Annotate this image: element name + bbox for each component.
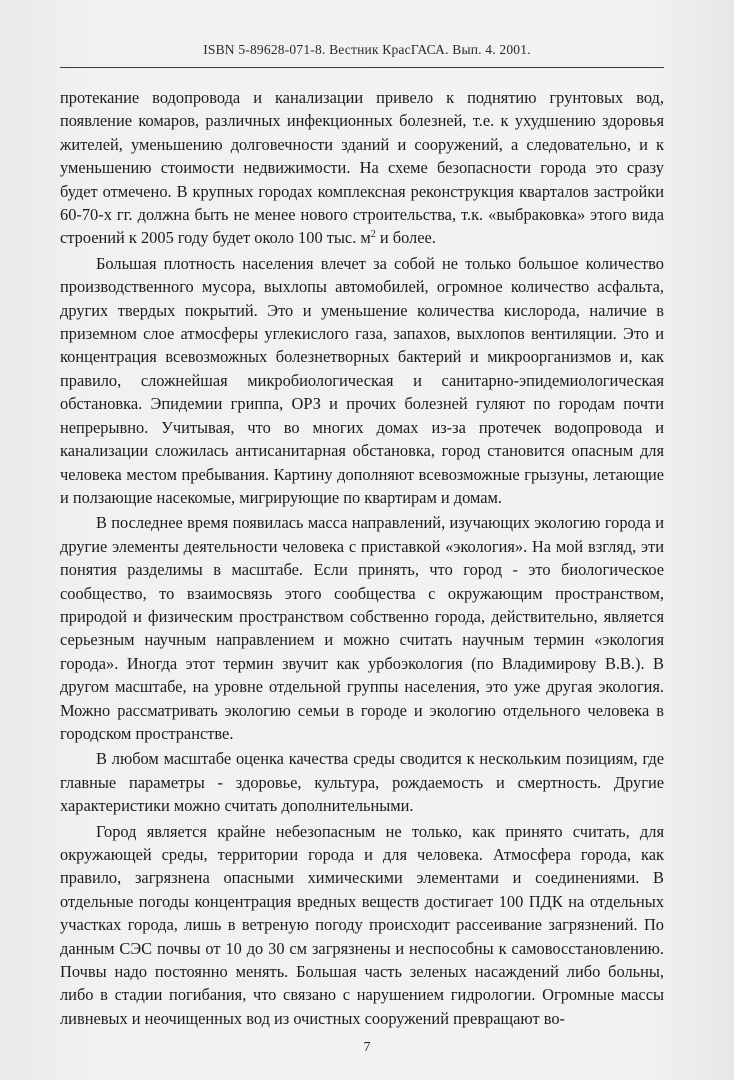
header-rule: [60, 67, 664, 68]
superscript-2: 2: [370, 229, 376, 241]
body-text: [60, 86, 664, 1030]
paragraph-1-text: протекание водопровода и канализации привело к поднятию грунтовых вод, появление комаров, различных инфекционных болезней, т.е. к ухудшению здоровья жителей, уменьшению долговечности зданий и сооружений, а следовательно, и к уменьшению стоимости недвижимости. На схеме безопасности города это сразу будет отмечено. В крупных городах комплексная реконструкция кварталов застройки 60-70-х гг. должна быть не менее нового строительства, т.к. «выбраковка» этого вида строений к 2005 году будет около 100 тыс. м: [60, 88, 664, 248]
paragraph-3: В последнее время появилась масса направлений, изучающих экологию города и другие элементы деятельности человека с приставкой «экология». На мой взгляд, эти понятия разделимы в масштабе. Если принять, что город - это биологическое сообщество, то взаимосвязь этого сообщества с окружающим пространством, природой и физическим пространством собственно города, действительно, является серьезным научным направлением и можно считать научным термин «экология города». Иногда этот термин звучит как урбоэкология (по Владимирову В.В.). В другом масштабе, на уровне отдельной группы населения, это уже другая экология. Можно рассматривать экологию семьи в городе и экологию отдельного человека в городском пространстве.: [60, 513, 664, 743]
paragraph-1: [60, 86, 664, 250]
paragraph-1-tail: и более.: [375, 228, 436, 248]
page-number: 7: [363, 1040, 371, 1055]
paragraph-5: Город является крайне небезопасным не только, как принято считать, для окружающей среды, территории города и для человека. Атмосфера города, как правило, загрязнена опасными химическими элементами и соединениями. В отдельные погоды концентрация вредных веществ достигает 100 ПДК на отдельных участках города, лишь в ветреную погоду происходит рассеивание загрязнений. По данным СЭС почвы от 10 до 30 см загрязнены и неспособны к самовосстановлению. Почвы надо постоянно менять. Большая часть зеленых насаждений либо больны, либо в стадии погибания, что связано с нарушением гидрологии. Огромные массы ливневых и неочищенных вод из очистных сооружений превращают во-: [60, 821, 664, 1028]
running-head: ISBN 5-89628-071-8. Вестник КрасГАСА. Вып. 4. 2001.: [203, 42, 531, 57]
paragraph-2: Большая плотность населения влечет за собой не только большое количество производственного мусора, выхлопы автомобилей, огромное количество асфальта, других твердых покрытий. Это и уменьшение количества кислорода, наличие в приземном слое атмосферы углекислого газа, запахов, выхлопов вентиляции. Это и концентрация всевозможных болезнетворных бактерий и микроорганизмов и, как правило, сложнейшая микробиологическая и санитарно-эпидемиологическая обстановка. Эпидемии гриппа, ОРЗ и прочих болезней гуляют по городам почти непрерывно. Учитывая, что во многих домах из-за протечек водопровода и канализации сложилась антисанитарная обстановка, город становится опасным для человека местом пребывания. Картину дополняют всевозможные грызуны, летающие и ползающие насекомые, мигрирующие по квартирам и домам.: [60, 253, 664, 507]
paragraph-4: В любом масштабе оценка качества среды сводится к нескольким позициям, где главные параметры - здоровье, культура, рождаемость и смертность. Другие характеристики можно считать дополнительными.: [60, 749, 664, 816]
